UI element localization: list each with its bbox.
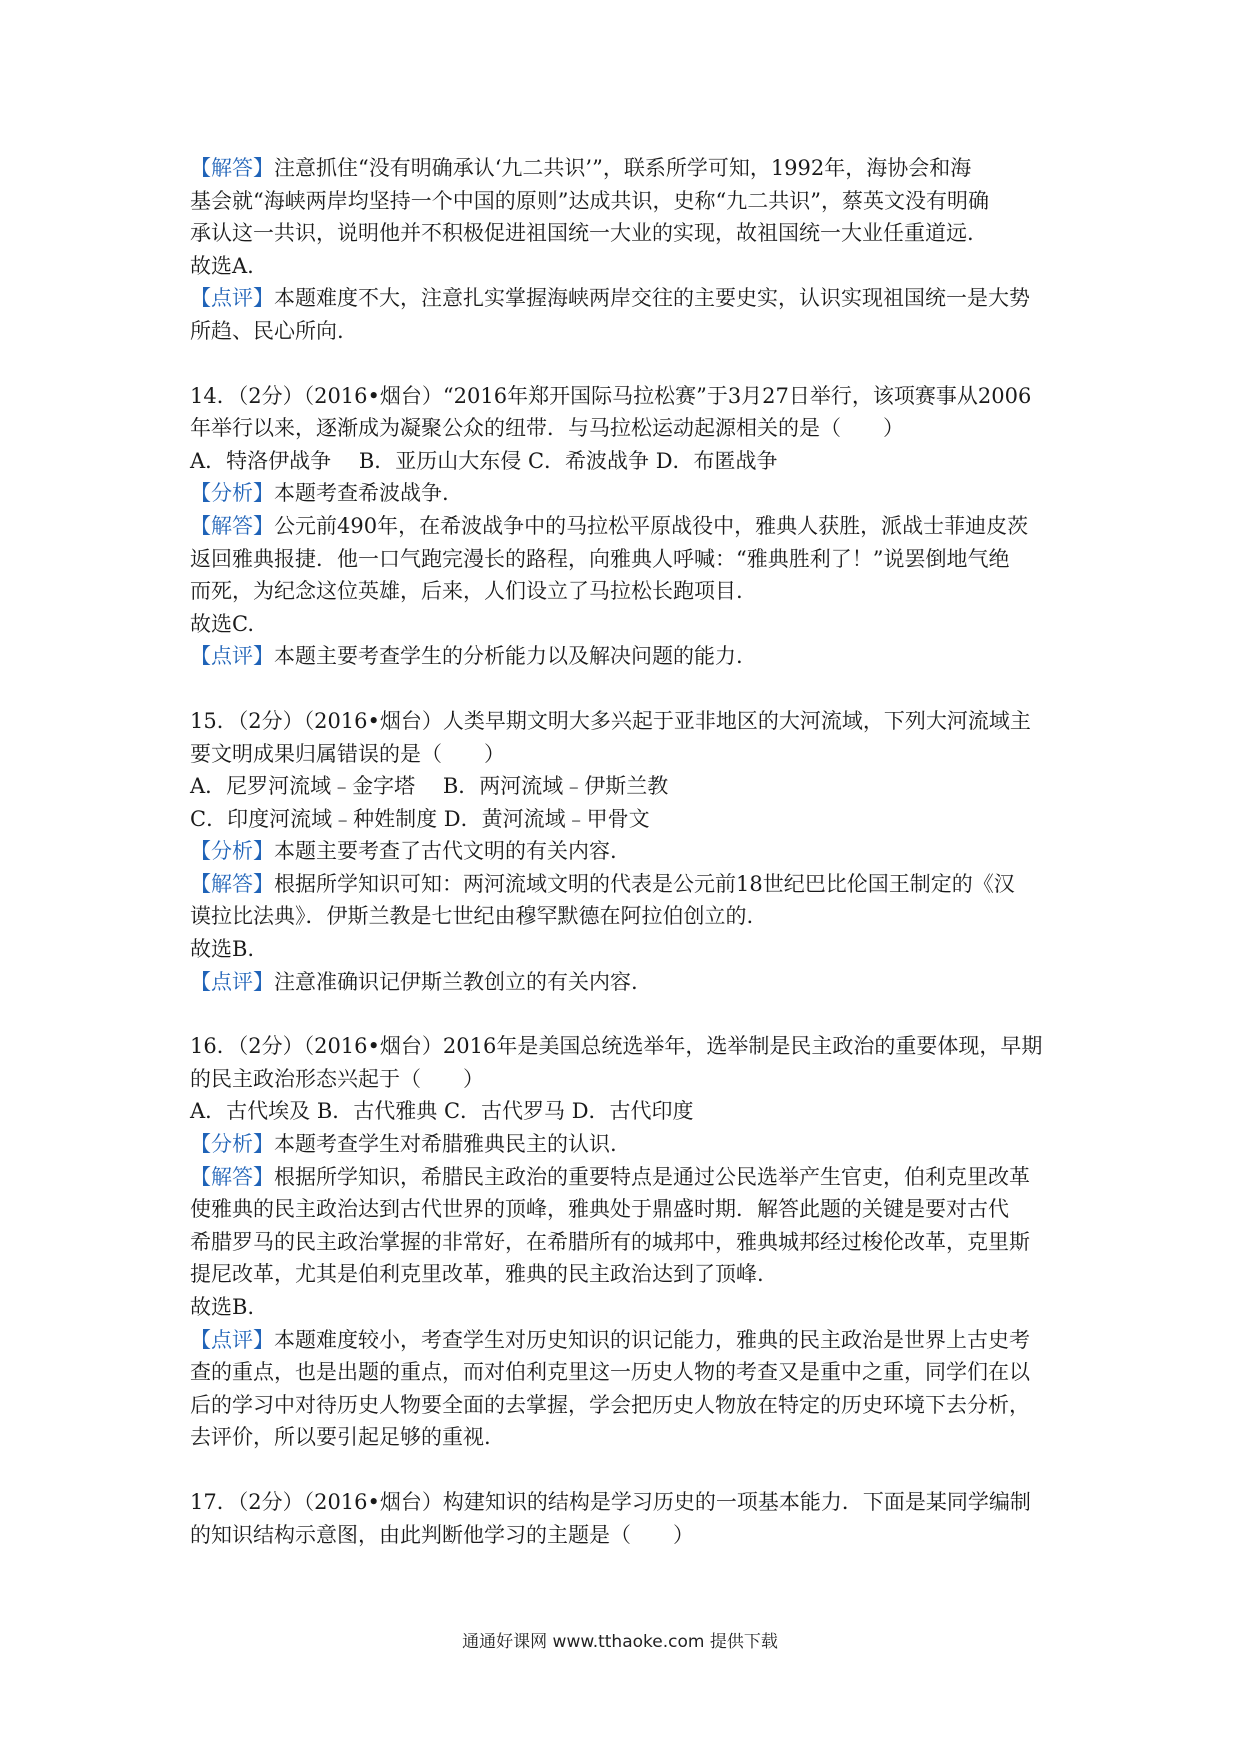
section-tag: 【分析】 [190, 481, 274, 506]
line-text: 谟拉比法典》．伊斯兰教是七世纪由穆罕默德在阿拉伯创立的. [190, 904, 754, 929]
text-line [190, 868, 1070, 901]
line-text: 本题主要考查了古代文明的有关内容. [274, 839, 617, 864]
line-text: 要文明成果归属错误的是（ ） [190, 741, 505, 766]
line-text: 使雅典的民主政治达到古代世界的顶峰，雅典处于鼎盛时期．解答此题的关键是要对古代 [190, 1197, 1009, 1222]
line-text: 后的学习中对待历史人物要全面的去掌握，学会把历史人物放在特定的历史环境下去分析， [190, 1392, 1030, 1417]
text-line [190, 640, 1070, 673]
line-text: 故选B. [190, 937, 255, 962]
line-text: 本题考查希波战争. [274, 481, 449, 506]
text-line [190, 543, 1070, 576]
text-line [190, 510, 1070, 543]
line-text: 本题难度较小，考查学生对历史知识的识记能力，雅典的民主政治是世界上古史考 [274, 1327, 1030, 1352]
line-text: 本题难度不大，注意扎实掌握海峡两岸交往的主要史实，认识实现祖国统一是大势 [274, 286, 1030, 311]
text-line [190, 1324, 1070, 1357]
text-line [190, 185, 1070, 218]
text-line [190, 282, 1070, 315]
block-gap [190, 673, 1070, 705]
line-text: 注意抓住“没有明确承认‘九二共识’”，联系所学可知，1992年，海协会和海 [274, 156, 972, 180]
document-body [190, 152, 1070, 1551]
line-text: 16．（2分）（2016•烟台）2016年是美国总统选举年，选举制是民主政治的重要体现，早期 [190, 1034, 1043, 1059]
section-tag: 【点评】 [190, 644, 274, 669]
section-tag: 【解答】 [190, 871, 274, 896]
text-line [190, 1128, 1070, 1161]
page-footer: 通通好课网 www.tthaoke.com 提供下载 [462, 1632, 778, 1652]
text-line [190, 575, 1070, 608]
section-tag: 【解答】 [190, 1164, 274, 1189]
question-block-q15 [190, 705, 1070, 998]
line-text: C．印度河流域﹣种姓制度 D．黄河流域﹣甲骨文 [190, 806, 650, 831]
line-text: 本题考查学生对希腊雅典民主的认识. [274, 1132, 617, 1157]
line-text: 根据所学知识可知：两河流域文明的代表是公元前18世纪巴比伦国王制定的《汉 [274, 871, 1015, 896]
text-line [190, 900, 1070, 933]
block-gap [190, 998, 1070, 1030]
line-text: 所趋、民心所向. [190, 318, 344, 343]
section-tag: 【解答】 [190, 156, 274, 180]
line-text: 承认这一共识，说明他并不积极促进祖国统一大业的实现，故祖国统一大业任重道远. [190, 221, 974, 246]
line-text: 而死，为纪念这位英雄，后来，人们设立了马拉松长跑项目. [190, 579, 743, 604]
text-line [190, 315, 1070, 348]
line-text: 去评价，所以要引起足够的重视. [190, 1425, 491, 1450]
text-line [190, 1161, 1070, 1194]
section-tag: 【点评】 [190, 969, 274, 994]
line-text: 年举行以来，逐渐成为凝聚公众的纽带．与马拉松运动起源相关的是（ ） [190, 416, 904, 441]
text-line [190, 1421, 1070, 1454]
line-text: 查的重点，也是出题的重点，而对伯利克里这一历史人物的考查又是重中之重，同学们在以 [190, 1360, 1030, 1385]
section-tag: 【分析】 [190, 1132, 274, 1157]
text-line [190, 1389, 1070, 1422]
line-text: 15．（2分）（2016•烟台）人类早期文明大多兴起于亚非地区的大河流域，下列大河流域主 [190, 708, 1031, 733]
text-line [190, 152, 1070, 185]
line-text: 返回雅典报捷．他一口气跑完漫长的路程，向雅典人呼喊：“雅典胜利了！”说罢倒地气绝 [190, 546, 1010, 571]
line-text: 根据所学知识，希腊民主政治的重要特点是通过公民选举产生官吏，伯利克里改革 [274, 1164, 1030, 1189]
text-line [190, 608, 1070, 641]
line-text: 17．（2分）（2016•烟台）构建知识的结构是学习历史的一项基本能力．下面是某同学编制 [190, 1489, 1031, 1514]
text-line [190, 1519, 1070, 1552]
text-line [190, 445, 1070, 478]
block-gap [190, 1454, 1070, 1486]
text-line [190, 1095, 1070, 1128]
section-tag: 【点评】 [190, 286, 274, 311]
text-line [190, 250, 1070, 283]
text-line [190, 803, 1070, 836]
question-block-q17 [190, 1486, 1070, 1551]
line-text: 希腊罗马的民主政治掌握的非常好，在希腊所有的城邦中，雅典城邦经过梭伦改革，克里斯 [190, 1229, 1030, 1254]
text-line [190, 477, 1070, 510]
text-line [190, 770, 1070, 803]
line-text: 故选B. [190, 1295, 255, 1319]
text-line [190, 835, 1070, 868]
text-line [190, 412, 1070, 445]
question-block-q16 [190, 1030, 1070, 1454]
line-text: A．古代埃及 B．古代雅典 C．古代罗马 D．古代印度 [190, 1099, 694, 1124]
text-line [190, 380, 1070, 413]
text-line [190, 1226, 1070, 1259]
text-line [190, 1486, 1070, 1519]
text-line [190, 933, 1070, 966]
line-text: 注意准确识记伊斯兰教创立的有关内容. [274, 969, 638, 994]
text-line [190, 966, 1070, 999]
line-text: A．尼罗河流域﹣金字塔 B．两河流域﹣伊斯兰教 [190, 774, 669, 799]
question-block-q13-tail [190, 152, 1070, 348]
line-text: 本题主要考查学生的分析能力以及解决问题的能力. [274, 644, 743, 669]
line-text: 基会就“海峡两岸均坚持一个中国的原则”达成共识，史称“九二共识”，蔡英文没有明确 [190, 188, 989, 213]
line-text: 提尼改革，尤其是伯利克里改革，雅典的民主政治达到了顶峰. [190, 1262, 764, 1287]
section-tag: 【解答】 [190, 513, 274, 538]
text-line [190, 705, 1070, 738]
text-line [190, 738, 1070, 771]
section-tag: 【分析】 [190, 839, 274, 864]
line-text: 故选A. [190, 253, 254, 278]
line-text: A．特洛伊战争 B．亚历山大东侵 C．希波战争 D．布匿战争 [190, 448, 778, 473]
block-gap [190, 348, 1070, 380]
text-line [190, 1063, 1070, 1096]
line-text: 的民主政治形态兴起于（ ） [190, 1066, 484, 1091]
line-text: 故选C. [190, 611, 254, 636]
line-text: 公元前490年，在希波战争中的马拉松平原战役中，雅典人获胜，派战士菲迪皮茨 [274, 513, 1029, 538]
text-line [190, 1193, 1070, 1226]
question-block-q14 [190, 380, 1070, 673]
text-line [190, 1030, 1070, 1063]
line-text: 14．（2分）（2016•烟台）“2016年郑开国际马拉松赛”于3月27日举行，该项赛事从2006 [190, 383, 1032, 408]
text-line [190, 217, 1070, 250]
text-line [190, 1291, 1070, 1324]
text-line [190, 1258, 1070, 1291]
line-text: 的知识结构示意图，由此判断他学习的主题是（ ） [190, 1522, 694, 1547]
text-line [190, 1356, 1070, 1389]
section-tag: 【点评】 [190, 1327, 274, 1352]
